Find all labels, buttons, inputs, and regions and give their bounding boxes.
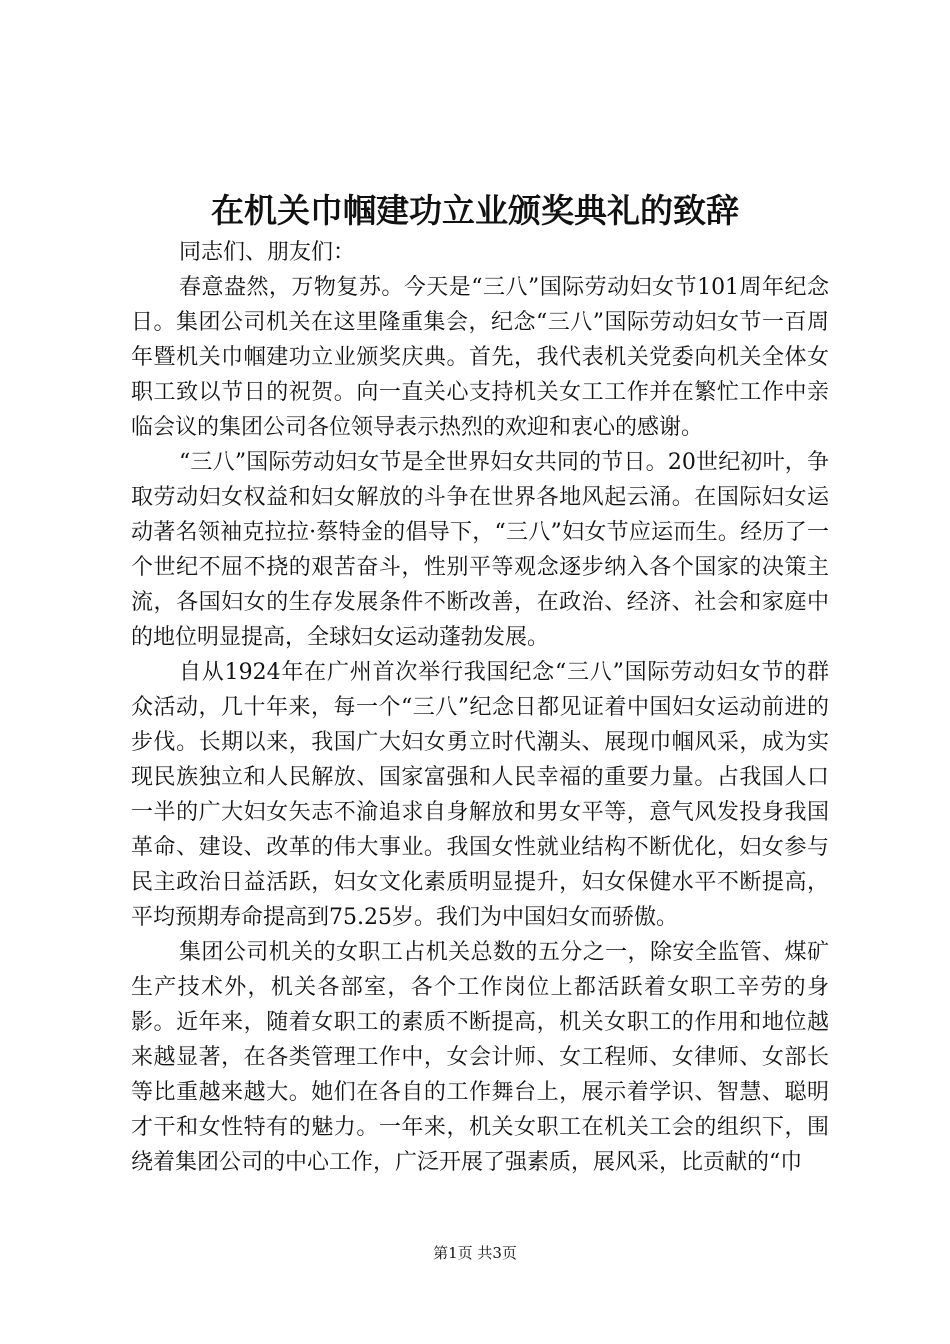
paragraph-4: 集团公司机关的女职工占机关总数的五分之一，除安全监管、煤矿生产技术外，机关各部室，各个工作岗位上都活跃着女职工辛劳的身影。近年来，随着女职工的素质不断提高，机关女职工的作用和地位越来越显著，在各类管理工作中，女会计师、女工程师、女律师、女部长等比重越来越大。她们在各自的工作舞台上，展示着学识、智慧、聪明才干和女性特有的魅力。一年来，机关女职工在机关工会的组织下，围绕着集团公司的中心工作，广泛开展了强素质，展风采，比贡献的“巾 xyxy=(131,940,829,1175)
paragraph-2: “三八”国际劳动妇女节是全世界妇女共同的节日。20世纪初叶，争取劳动妇女权益和妇女解放的斗争在世界各地风起云涌。在国际妇女运动著名领袖克拉拉·蔡特金的倡导下，“三八”妇女节应运而生。经历了一个世纪不屈不挠的艰苦奋斗，性别平等观念逐步纳入各个国家的决策主流，各国妇女的生存发展条件不断改善，在政治、经济、社会和家庭中的地位明显提高，全球妇女运动蓬勃发展。 xyxy=(131,450,829,650)
document-title: 在机关巾帼建功立业颁奖典礼的致辞 xyxy=(211,191,739,230)
document-body xyxy=(131,236,829,1180)
paragraph-3: 自从1924年在广州首次举行我国纪念“三八”国际劳动妇女节的群众活动，几十年来，每一个“三八”纪念日都见证着中国妇女运动前进的步伐。长期以来，我国广大妇女勇立时代潮头、展现巾帼风采，成为实现民族独立和人民解放、国家富强和人民幸福的重要力量。占我国人口一半的广大妇女矢志不渝追求自身解放和男女平等，意气风发投身我国革命、建设、改革的伟大事业。我国女性就业结构不断优化，妇女参与民主政治日益活跃，妇女文化素质明显提升，妇女保健水平不断提高，平均预期寿命提高到75.25岁。我们为中国妇女而骄傲。 xyxy=(131,660,829,930)
page-number-footer: 第1页 共3页 xyxy=(433,1244,517,1262)
salutation: 同志们、朋友们： xyxy=(179,240,356,265)
paragraph-1: 春意盎然，万物复苏。今天是“三八”国际劳动妇女节101周年纪念日。集团公司机关在这里隆重集会，纪念“三八”国际劳动妇女节一百周年暨机关巾帼建功立业颁奖庆典。首先，我代表机关党委向机关全体女职工致以节日的祝贺。向一直关心支持机关女工工作并在繁忙工作中亲临会议的集团公司各位领导表示热烈的欢迎和衷心的感谢。 xyxy=(131,275,829,440)
